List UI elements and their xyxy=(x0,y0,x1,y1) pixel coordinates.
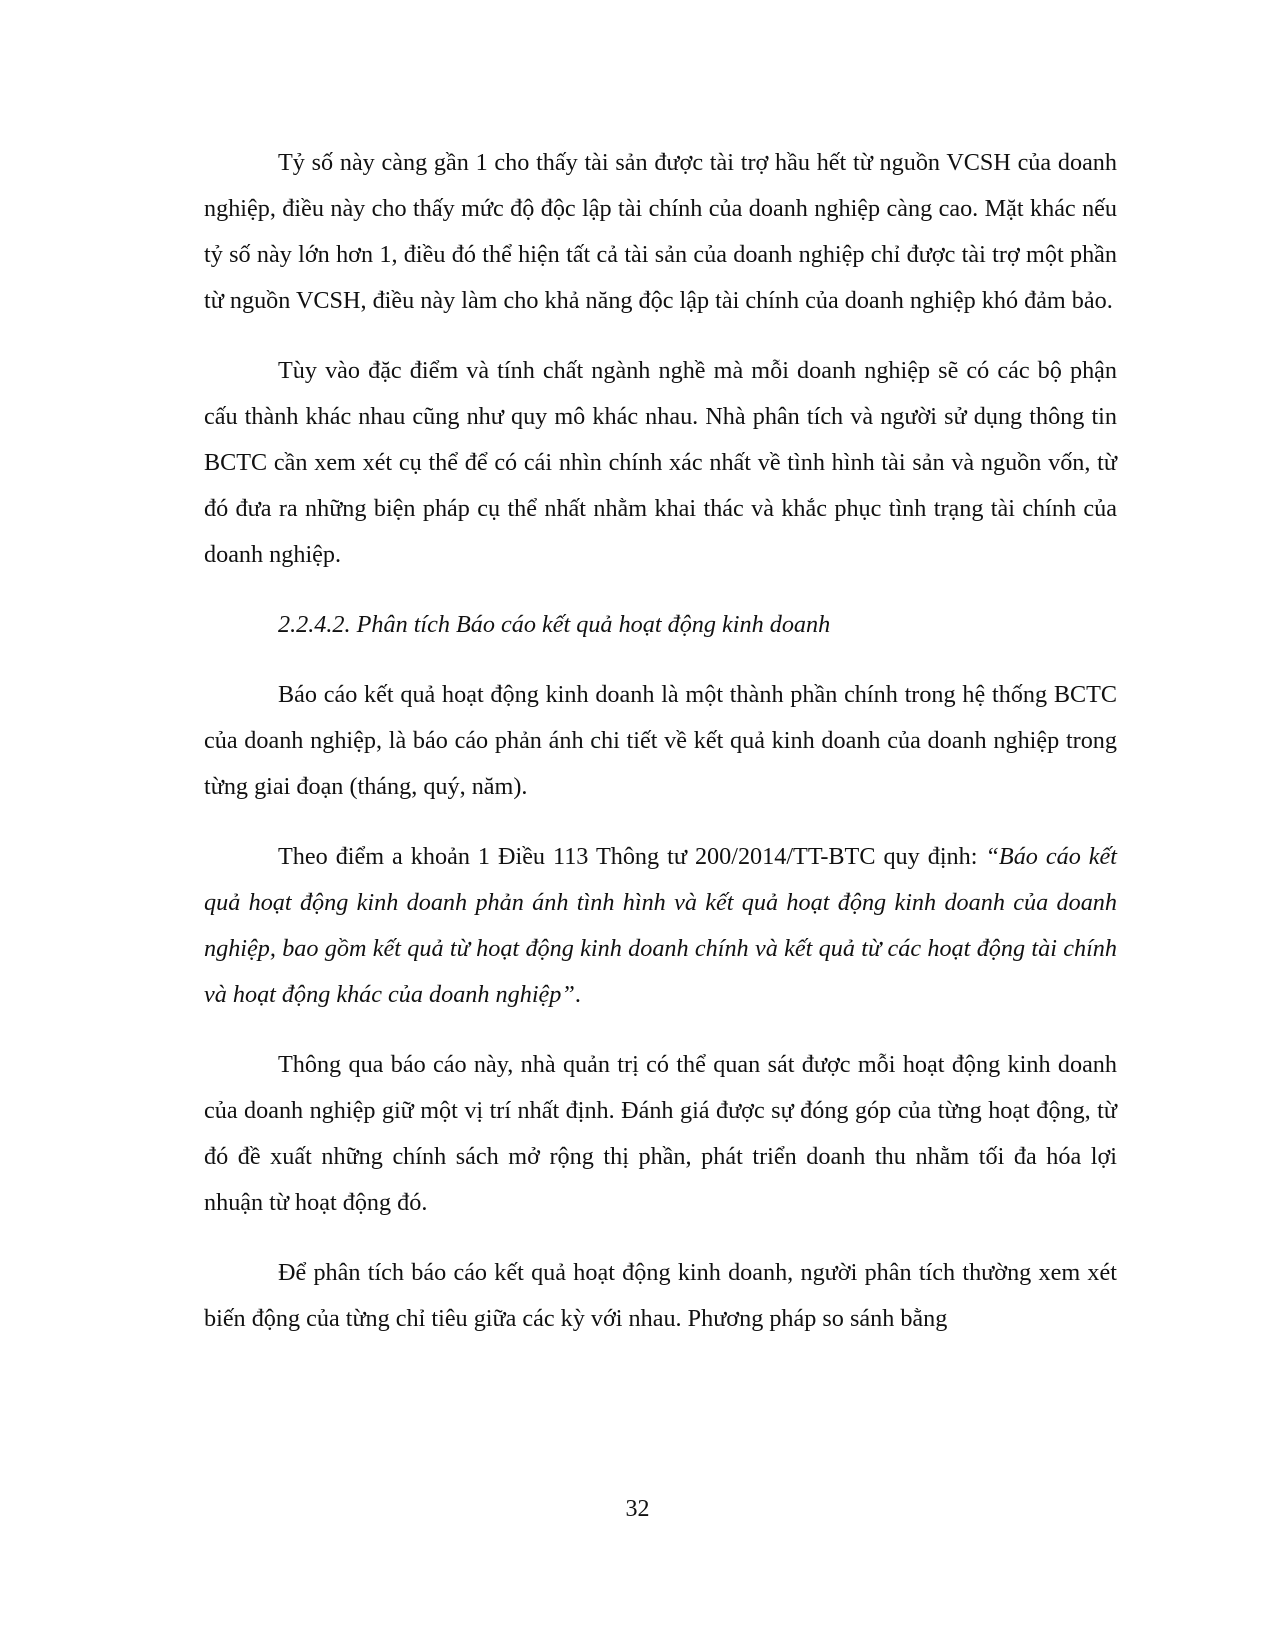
page-body xyxy=(204,140,1117,1366)
page-number: 32 xyxy=(625,1496,650,1522)
paragraph-income-statement-intro: Báo cáo kết quả hoạt động kinh doanh là một thành phần chính trong hệ thống BCTC của doanh nghiệp, là báo cáo phản ánh chi tiết về kết quả kinh doanh của doanh nghiệp trong từng giai đoạn (tháng, quý, năm). xyxy=(204,681,1117,800)
paragraph-industry-characteristics: Tùy vào đặc điểm và tính chất ngành nghề mà mỗi doanh nghiệp sẽ có các bộ phận cấu thành khác nhau cũng như quy mô khác nhau. Nhà phân tích và người sử dụng thông tin BCTC cần xem xét cụ thể để có cái nhìn chính xác nhất về tình hình tài sản và nguồn vốn, từ đó đưa ra những biện pháp cụ thể nhất nhằm khai thác và khắc phục tình trạng tài chính của doanh nghiệp. xyxy=(204,357,1117,568)
circular-quote: “Báo cáo kết quả hoạt động kinh doanh phản ánh tình hình và kết quả hoạt động kinh doanh của doanh nghiệp, bao gồm kết quả từ hoạt động kinh doanh chính và kết quả từ các hoạt động tài chính và hoạt động khác của doanh nghiệp” xyxy=(204,843,1117,1008)
circular-reference-text: Theo điểm a khoản 1 Điều 113 Thông tư 200/2014/TT-BTC quy định: xyxy=(278,843,986,870)
paragraph-equity-ratio: Tỷ số này càng gần 1 cho thấy tài sản được tài trợ hầu hết từ nguồn VCSH của doanh nghiệp, điều này cho thấy mức độ độc lập tài chính của doanh nghiệp càng cao. Mặt khác nếu tỷ số này lớn hơn 1, điều đó thể hiện tất cả tài sản của doanh nghiệp chỉ được tài trợ một phần từ nguồn VCSH, điều này làm cho khả năng độc lập tài chính của doanh nghiệp khó đảm bảo. xyxy=(204,149,1117,314)
paragraph-circular-200 xyxy=(204,834,1117,1018)
paragraph-management-observation: Thông qua báo cáo này, nhà quản trị có thể quan sát được mỗi hoạt động kinh doanh của doanh nghiệp giữ một vị trí nhất định. Đánh giá được sự đóng góp của từng hoạt động, từ đó đề xuất những chính sách mở rộng thị phần, phát triển doanh thu nhằm tối đa hóa lợi nhuận từ hoạt động đó. xyxy=(204,1051,1117,1216)
quote-period: . xyxy=(574,981,581,1008)
section-heading: 2.2.4.2. Phân tích Báo cáo kết quả hoạt động kinh doanh xyxy=(278,611,831,638)
paragraph-analysis-method: Để phân tích báo cáo kết quả hoạt động kinh doanh, người phân tích thường xem xét biến động của từng chỉ tiêu giữa các kỳ với nhau. Phương pháp so sánh bằng xyxy=(204,1259,1117,1332)
